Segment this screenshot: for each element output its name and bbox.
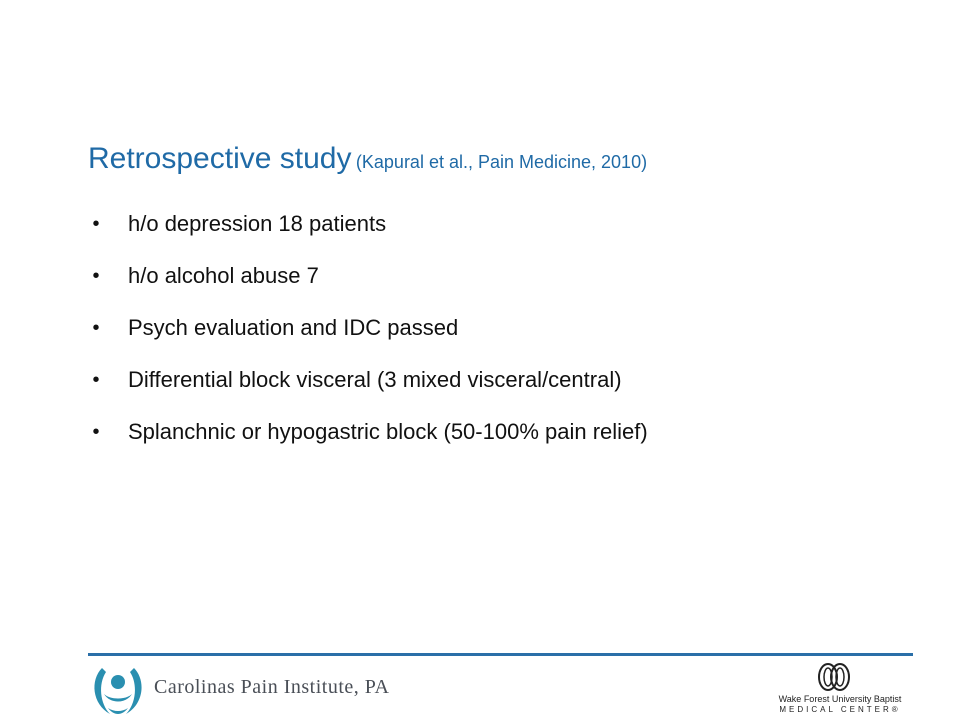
bullet-text: Splanchnic or hypogastric block (50-100% pain relief) — [128, 419, 648, 444]
title-citation: (Kapural et al., Pain Medicine, 2010) — [355, 152, 648, 172]
carolinas-pain-institute-logo — [88, 660, 148, 720]
bullet-text: h/o depression 18 patients — [128, 211, 387, 236]
bullet-dot: • — [92, 369, 100, 391]
footer-divider — [88, 653, 913, 656]
bullet-text: Psych evaluation and IDC passed — [128, 315, 459, 340]
wake-forest-line2: MEDICAL CENTER® — [779, 705, 901, 714]
bullet-dot: • — [92, 265, 100, 287]
bullet-dot: • — [92, 317, 100, 339]
wake-forest-line1: Wake Forest University Baptist — [778, 694, 902, 704]
slide-title — [88, 142, 647, 176]
bullet-text: h/o alcohol abuse 7 — [128, 263, 319, 288]
bullet-dot: • — [92, 213, 100, 235]
bullet-dot: • — [92, 421, 100, 443]
bullet-text: Differential block visceral (3 mixed visceral/central) — [128, 367, 622, 392]
wake-forest-name — [770, 694, 910, 715]
title-main: Retrospective study — [88, 142, 352, 175]
wake-forest-logo — [812, 662, 856, 692]
carolinas-pain-institute-name: Carolinas Pain Institute, PA — [154, 676, 390, 698]
